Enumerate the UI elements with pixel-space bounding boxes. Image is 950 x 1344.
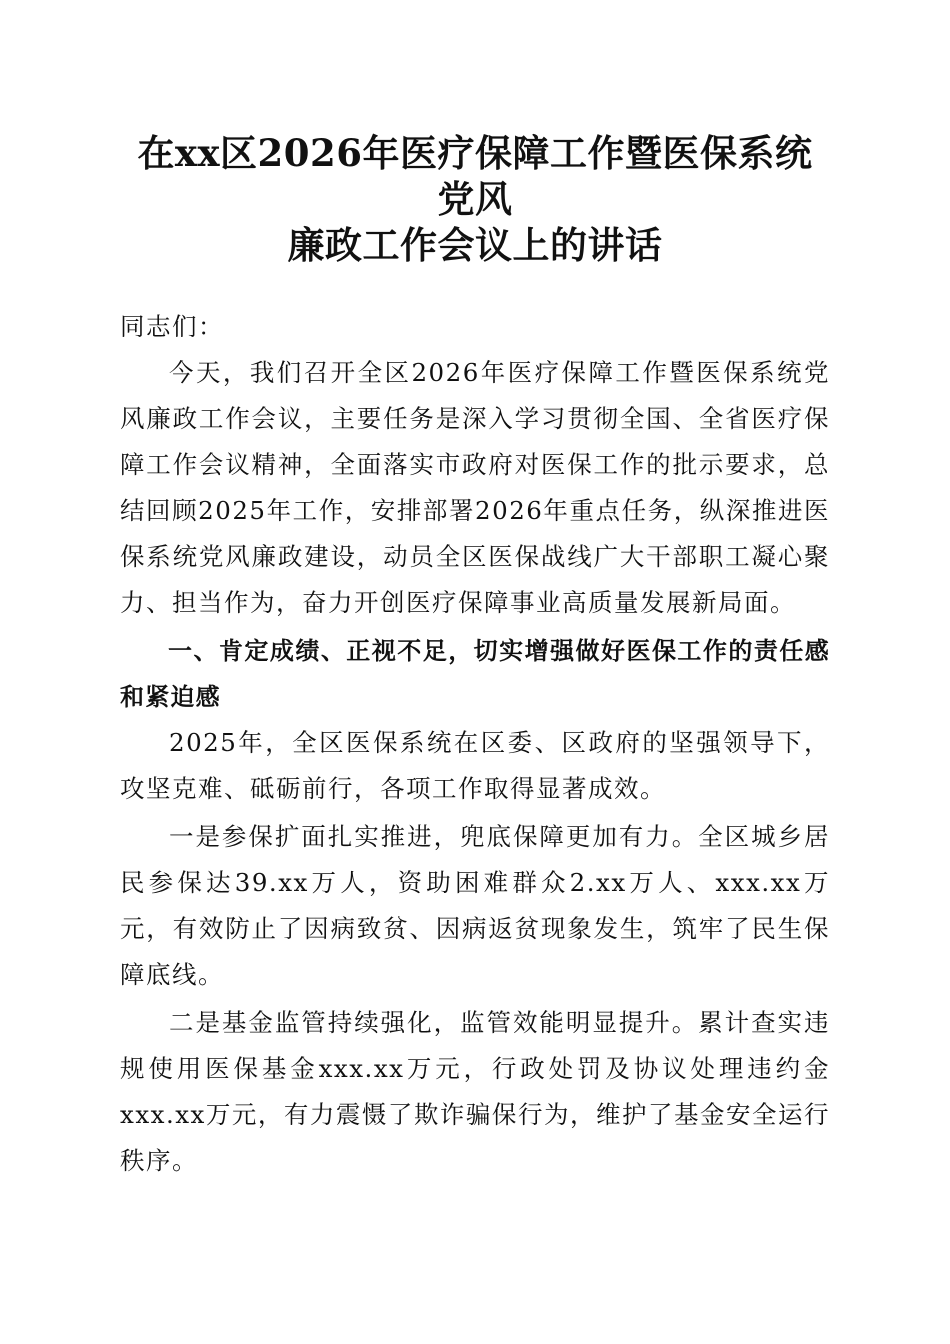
opening-paragraph: 今天，我们召开全区2026年医疗保障工作暨医保系统党风廉政工作会议，主要任务是深入学习贯彻全国、全省医疗保障工作会议精神，全面落实市政府对医保工作的批示要求，总结回顾2025年工作，安排部署2026年重点任务，纵深推进医保系统党风廉政建设，动员全区医保战线广大干部职工凝心聚力、担当作为，奋力开创医疗保障事业高质量发展新局面。 bbox=[120, 358, 830, 617]
section-1-intro: 2025年，全区医保系统在区委、区政府的坚强领导下，攻坚克难、砥砺前行，各项工作取得显著成效。 bbox=[120, 728, 830, 803]
document-title bbox=[120, 130, 830, 268]
point-1-paragraph: 一是参保扩面扎实推进，兜底保障更加有力。全区城乡居民参保达39.xx万人，资助困难群众2.xx万人、xxx.xx万元，有效防止了因病致贫、因病返贫现象发生，筑牢了民生保障底线。 bbox=[120, 822, 830, 989]
title-line-2: 廉政工作会议上的讲话 bbox=[287, 223, 663, 267]
document-page bbox=[120, 130, 830, 1184]
section-1-heading: 一、肯定成绩、正视不足，切实增强做好医保工作的责任感和紧迫感 bbox=[120, 637, 830, 711]
salutation: 同志们： bbox=[120, 312, 224, 341]
point-2-paragraph: 二是基金监管持续强化，监管效能明显提升。累计查实违规使用医保基金xxx.xx万元，行政处罚及协议处理违约金xxx.xx万元，有力震慑了欺诈骗保行为，维护了基金安全运行秩序。 bbox=[120, 1008, 830, 1175]
title-line-1: 在xx区2026年医疗保障工作暨医保系统党风 bbox=[137, 131, 813, 221]
